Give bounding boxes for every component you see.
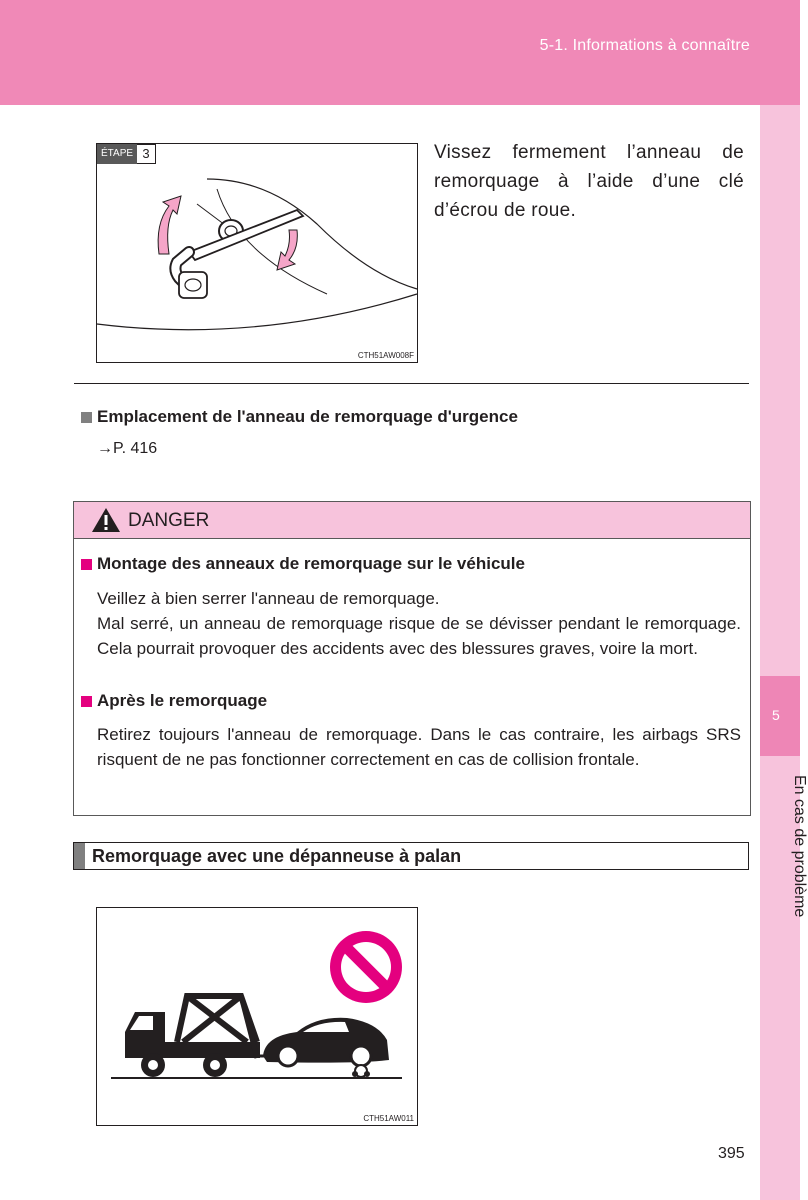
warning-triangle-icon xyxy=(91,507,121,533)
arrow-icon: → xyxy=(97,440,113,457)
figure-code: CTH51AW011 xyxy=(363,1114,414,1123)
danger-paragraph xyxy=(97,722,741,772)
tow-truck-illustration xyxy=(96,907,418,1126)
tow-section-title: Remorquage avec une dépanneuse à palan xyxy=(92,846,462,866)
figure-code: CTH51AW008F xyxy=(357,351,414,360)
tow-truck-drawing xyxy=(97,908,417,1125)
divider xyxy=(74,383,749,384)
prohibition-icon xyxy=(330,931,402,1003)
page-reference-text: P. 416 xyxy=(113,440,158,457)
section-title: 5-1. Informations à connaître xyxy=(539,37,750,54)
title-accent xyxy=(74,843,85,869)
danger-item-heading-text: Après le remorquage xyxy=(97,691,268,710)
step-instruction: Vissez fermement l’anneau de remorquage à l’aide d’une clé d’écrou de roue. xyxy=(434,142,744,221)
section-title-bar xyxy=(73,842,749,870)
danger-header xyxy=(74,502,750,539)
paragraph-line: Veillez à bien serrer l'anneau de remorquage. xyxy=(97,589,440,608)
bullet-square xyxy=(81,696,92,707)
emergency-heading-text: Emplacement de l'anneau de remorquage d'urgence xyxy=(97,407,518,426)
chapter-number: 5 xyxy=(772,707,780,723)
danger-item-heading xyxy=(81,554,525,574)
emergency-heading xyxy=(81,407,518,427)
wrench-drawing xyxy=(97,144,417,362)
wrench-illustration xyxy=(96,143,418,363)
paragraph-line: Retirez toujours l'anneau de remorquage. Dans le cas contraire, les airbags SRS risquent de ne pas fonctionner correctement en cas de collision frontale. xyxy=(97,725,741,769)
danger-paragraph xyxy=(97,586,741,661)
chapter-title: En cas de problème xyxy=(791,775,808,918)
danger-label: DANGER xyxy=(128,510,210,531)
step-word: ÉTAPE xyxy=(97,144,137,164)
page-header xyxy=(0,0,800,105)
page-number: 395 xyxy=(718,1145,745,1162)
page-reference[interactable] xyxy=(97,440,157,458)
chapter-sidebar xyxy=(760,105,800,1200)
chapter-tab[interactable] xyxy=(760,676,800,756)
step-number: 3 xyxy=(137,144,156,164)
bullet-square xyxy=(81,559,92,570)
danger-item-heading xyxy=(81,691,267,711)
bullet-square xyxy=(81,412,92,423)
danger-item-heading-text: Montage des anneaux de remorquage sur le véhicule xyxy=(97,554,525,573)
paragraph-line: Mal serré, un anneau de remorquage risque de se dévisser pendant le remorquage. Cela pourrait provoquer des accidents avec des blessures graves, voire la mort. xyxy=(97,614,741,658)
